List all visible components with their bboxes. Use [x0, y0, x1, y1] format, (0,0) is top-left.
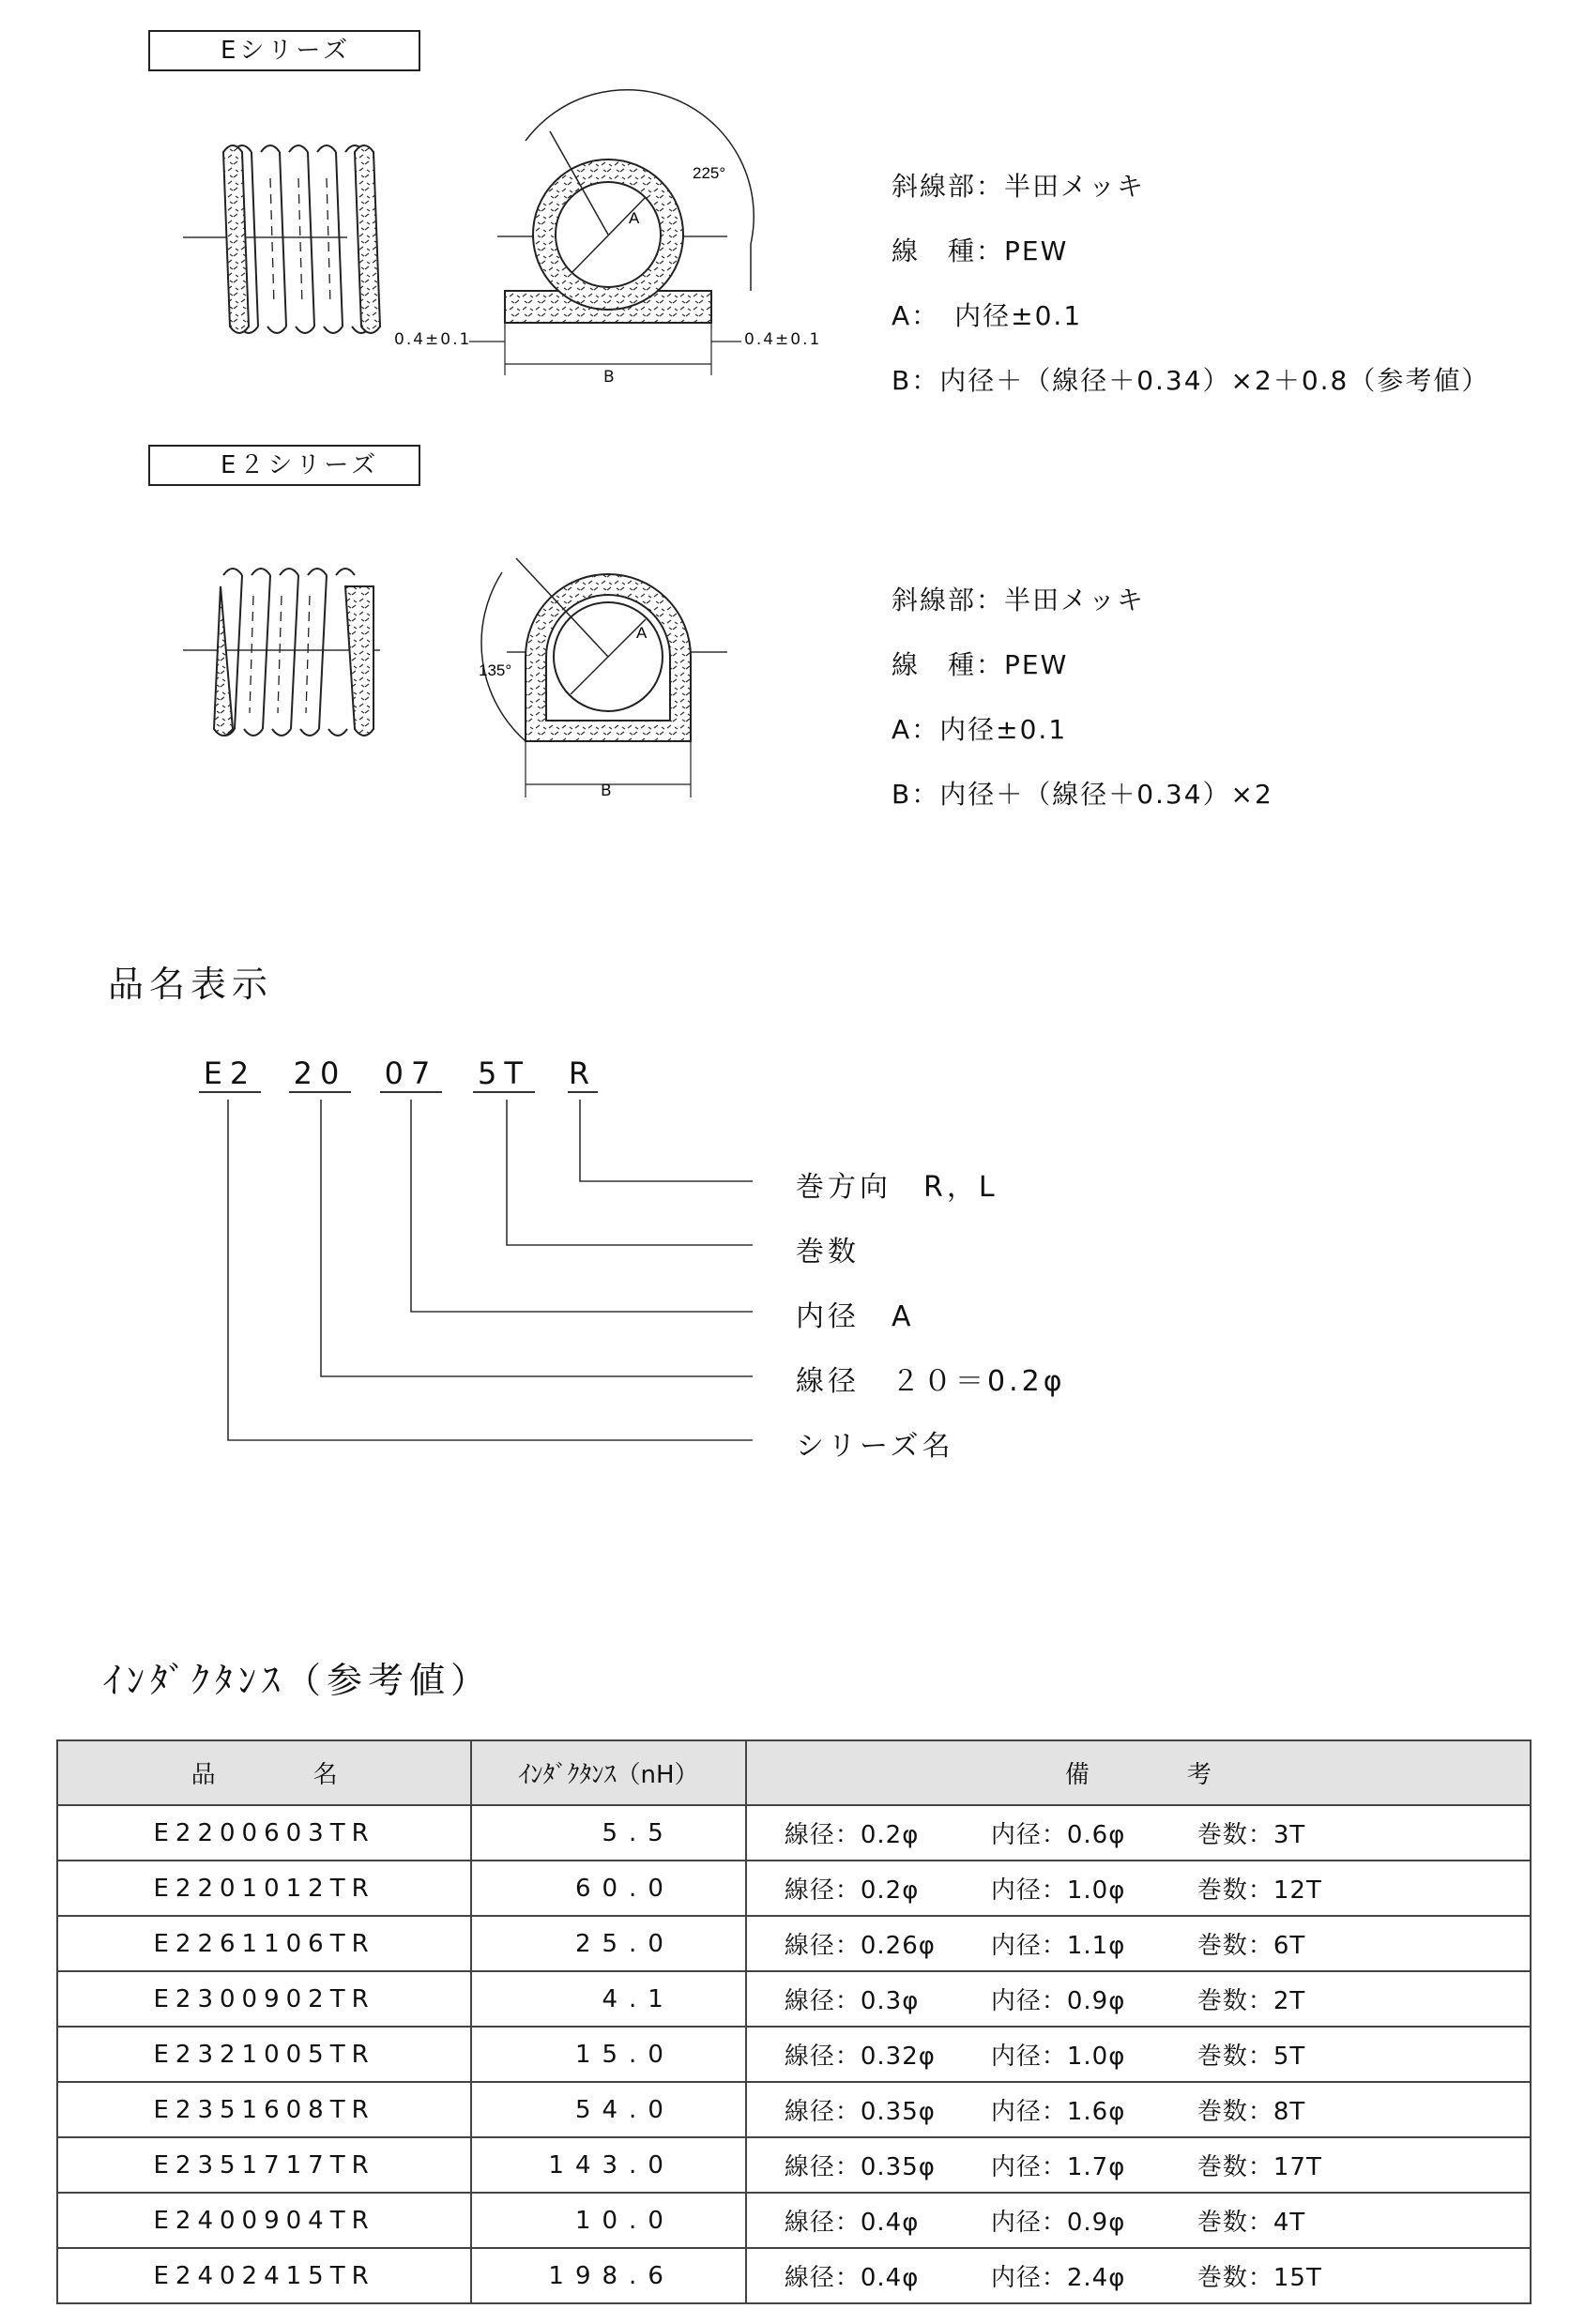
e-series-spec-a: A： 内径±0.1: [892, 300, 1083, 331]
cell-inductance: 60.0: [471, 1861, 746, 1916]
remark-turns: 巻数：8T: [1197, 2098, 1306, 2126]
cell-remarks: [746, 1861, 1531, 1916]
e2-series-spec-b: B：内径＋（線径＋0.34）×2: [892, 779, 1273, 810]
remark-turns: 巻数：17T: [1197, 2153, 1322, 2181]
cell-inductance: 198.6: [471, 2248, 746, 2303]
e2-series-dim-b: B: [601, 782, 614, 800]
legend-wire-diameter: 線径 ２０＝0.2φ: [796, 1365, 1066, 1398]
remark-inner: 内径：1.1φ: [990, 1932, 1126, 1960]
legend-turns: 巻数: [796, 1236, 860, 1268]
remark-turns: 巻数：12T: [1197, 1876, 1322, 1905]
e-series-spec-wire-type: 線 種：PEW: [892, 235, 1069, 266]
remark-inner: 内径：0.9φ: [990, 2209, 1126, 2237]
cell-inductance: 5.5: [471, 1805, 746, 1861]
remark-inner: 内径：0.6φ: [990, 1821, 1126, 1849]
remark-wire: 線径：0.32φ: [784, 2043, 936, 2071]
legend-winding-direction: 巻方向 R，L: [796, 1171, 998, 1204]
cell-remarks: [746, 2248, 1531, 2303]
remark-inner: 内径：1.6φ: [990, 2098, 1126, 2126]
cell-remarks: [746, 2193, 1531, 2248]
header-inductance: ｲﾝﾀﾞｸﾀﾝｽ（nH）: [471, 1740, 746, 1805]
code-wire-diameter: 20: [289, 1056, 351, 1093]
table-row: [57, 1861, 1531, 1916]
remark-wire: 線径：0.2φ: [784, 1876, 920, 1905]
header-remarks: 備 考: [746, 1740, 1531, 1805]
cell-part-name: E2351717TR: [57, 2137, 471, 2193]
table-row: [57, 2248, 1531, 2303]
code-series: E2: [199, 1056, 261, 1093]
table-row: [57, 1916, 1531, 1971]
remark-wire: 線径：0.2φ: [784, 1821, 920, 1849]
cell-inductance: 54.0: [471, 2082, 746, 2137]
e2-series-spec-a: A：内径±0.1: [892, 714, 1068, 745]
cell-part-name: E2351608TR: [57, 2082, 471, 2137]
e2-series-spec-wire-type: 線 種：PEW: [892, 649, 1069, 680]
cell-inductance: 143.0: [471, 2137, 746, 2193]
table-row: [57, 2193, 1531, 2248]
cell-part-name: E2300902TR: [57, 1971, 471, 2027]
table-row: [57, 2082, 1531, 2137]
code-inner-diameter: 07: [380, 1056, 442, 1093]
e-series-tolerance-right: 0.4±0.1: [744, 330, 822, 349]
remark-turns: 巻数：3T: [1197, 1821, 1306, 1849]
remark-wire: 線径：0.35φ: [784, 2153, 936, 2181]
cell-part-name: E2200603TR: [57, 1805, 471, 1861]
e2-series-spec-plating: 斜線部：半田メッキ: [892, 585, 1146, 615]
cell-inductance: 15.0: [471, 2027, 746, 2082]
e-series-angle-label: 225°: [693, 164, 726, 182]
e2-series-dim-a: A: [636, 624, 648, 642]
cell-remarks: [746, 1971, 1531, 2027]
remark-turns: 巻数：4T: [1197, 2209, 1306, 2237]
cell-remarks: [746, 2027, 1531, 2082]
table-header-row: [57, 1740, 1531, 1805]
cell-part-name: E2321005TR: [57, 2027, 471, 2082]
cell-remarks: [746, 2082, 1531, 2137]
cell-part-name: E2261106TR: [57, 1916, 471, 1971]
remark-turns: 巻数：2T: [1197, 1987, 1306, 2015]
remark-turns: 巻数：6T: [1197, 1932, 1306, 1960]
remark-wire: 線径：0.4φ: [784, 2209, 920, 2237]
table-row: [57, 2137, 1531, 2193]
cell-part-name: E2400904TR: [57, 2193, 471, 2248]
cell-remarks: [746, 2137, 1531, 2193]
cell-remarks: [746, 1805, 1531, 1861]
remark-wire: 線径：0.4φ: [784, 2264, 920, 2292]
remark-inner: 内径：2.4φ: [990, 2264, 1126, 2292]
remark-inner: 内径：0.9φ: [990, 1987, 1126, 2015]
code-winding-direction: R: [568, 1056, 598, 1091]
inductance-title: ｲﾝﾀﾞｸﾀﾝｽ（参考値）: [103, 1660, 493, 1701]
table-row: [57, 2027, 1531, 2082]
e-series-spec-plating: 斜線部：半田メッキ: [892, 171, 1146, 202]
header-part-name: 品 名: [57, 1740, 471, 1805]
e-series-label: Eシリーズ: [148, 30, 420, 71]
cell-part-name: E2402415TR: [57, 2248, 471, 2303]
remark-turns: 巻数：5T: [1197, 2043, 1306, 2071]
table-row: [57, 1805, 1531, 1861]
cell-inductance: 4.1: [471, 1971, 746, 2027]
remark-inner: 内径：1.7φ: [990, 2153, 1126, 2181]
e-series-tolerance-left: 0.4±0.1: [394, 330, 472, 349]
remark-inner: 内径：1.0φ: [990, 1876, 1126, 1905]
cell-remarks: [746, 1916, 1531, 1971]
cell-part-name: E2201012TR: [57, 1861, 471, 1916]
remark-inner: 内径：1.0φ: [990, 2043, 1126, 2071]
code-turns: 5T: [473, 1056, 535, 1093]
e-series-spec-b: B：内径＋（線径＋0.34）×2＋0.8（参考値）: [892, 365, 1490, 396]
legend-series-name: シリーズ名: [796, 1430, 954, 1463]
cell-inductance: 25.0: [471, 1916, 746, 1971]
part-number-title: 品名表示: [108, 964, 274, 1005]
remark-wire: 線径：0.35φ: [784, 2098, 936, 2126]
inductance-table: [56, 1739, 1532, 2304]
e-series-dim-a: A: [629, 209, 640, 227]
cell-inductance: 10.0: [471, 2193, 746, 2248]
remark-turns: 巻数：15T: [1197, 2264, 1322, 2292]
e-series-dim-b: B: [603, 368, 617, 387]
remark-wire: 線径：0.26φ: [784, 1932, 936, 1960]
remark-wire: 線径：0.3φ: [784, 1987, 920, 2015]
e2-series-angle-label: 135°: [479, 661, 512, 679]
legend-inner-diameter: 内径 A: [796, 1300, 915, 1333]
e2-series-label: E２シリーズ: [148, 445, 420, 486]
table-row: [57, 1971, 1531, 2027]
